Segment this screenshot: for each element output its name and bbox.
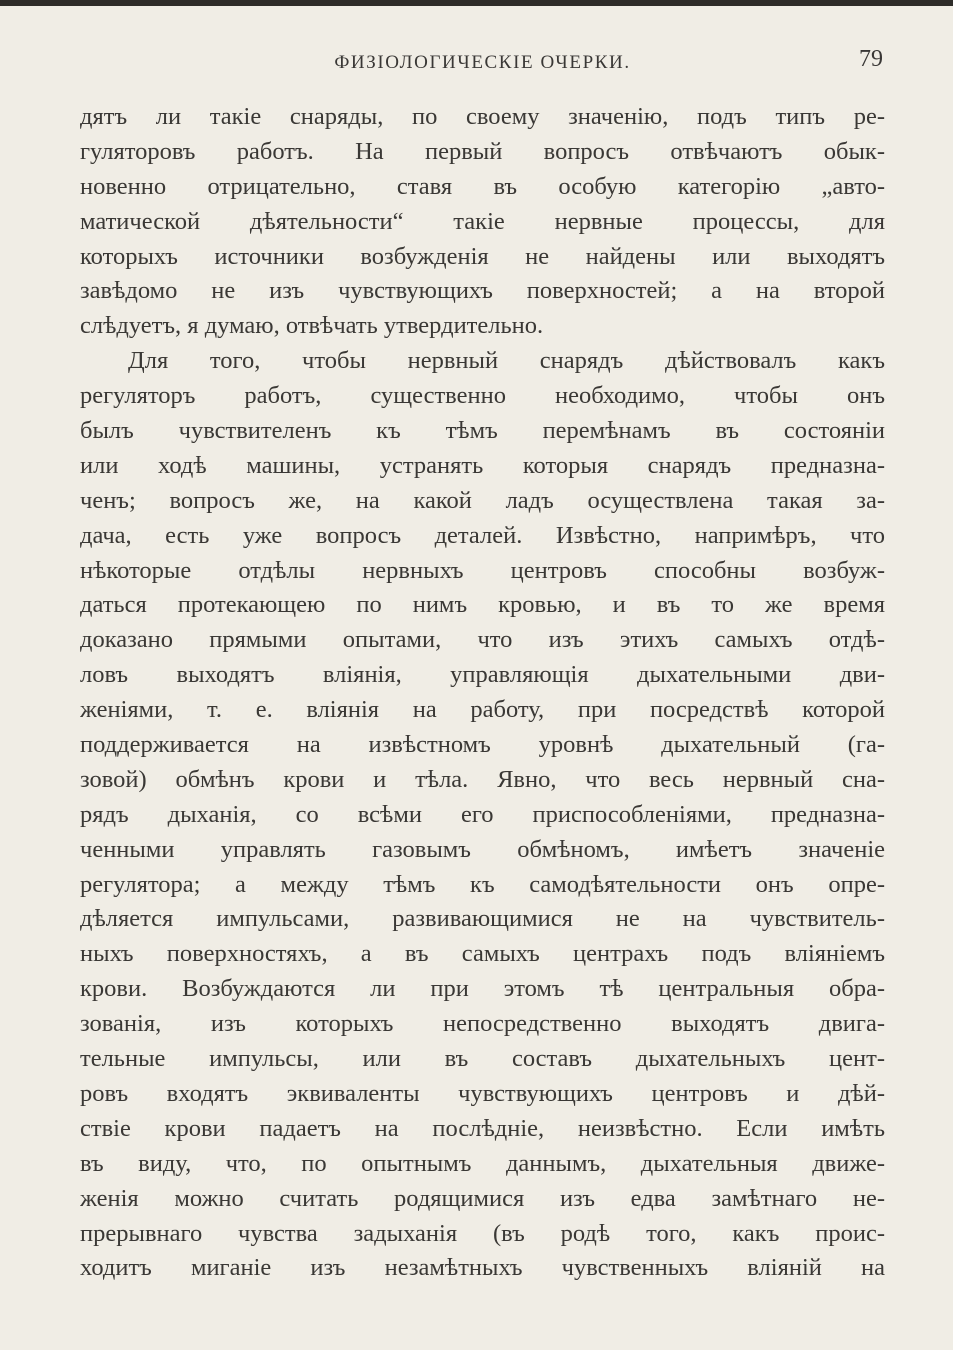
text-line: ловъ выходятъ влiянiя, управляющiя дыхательными дви-	[80, 661, 885, 689]
text-line: дѣляется импульсами, развивающимися не на чувствитель-	[80, 905, 885, 933]
text-line: которыхъ источники возбужденiя не найдены или выходятъ	[80, 242, 885, 270]
text-line: дача, есть уже вопросъ деталей. Извѣстно, напримѣръ, что	[80, 521, 885, 549]
running-title: ФИЗIОЛОГИЧЕСКIЕ ОЧЕРКИ.	[334, 52, 631, 73]
text-line: зовой) обмѣнъ крови и тѣла. Явно, что весь нервный сна-	[80, 765, 885, 793]
text-line: ровъ входятъ эквиваленты чувствующихъ центровъ и дѣй-	[80, 1079, 885, 1107]
text-line: доказано прямыми опытами, что изъ этихъ самыхъ отдѣ-	[80, 626, 885, 654]
text-line: ныхъ поверхностяхъ, а въ самыхъ центрахъ подъ влiянiемъ	[80, 940, 885, 968]
text-line: зованiя, изъ которыхъ непосредственно выходятъ двига-	[80, 1010, 885, 1038]
text-line: ченъ; вопросъ же, на какой ладъ осуществлена такая за-	[80, 486, 885, 514]
text-line: ходитъ миганiе изъ незамѣтныхъ чувственныхъ влiянiй на	[80, 1254, 885, 1282]
page-number: 79	[859, 46, 883, 72]
paragraph-2	[80, 344, 885, 1286]
text-line: въ виду, что, по опытнымъ даннымъ, дыхательныя движе-	[80, 1149, 885, 1177]
text-line: Для того, чтобы нервный снарядъ дѣйствовалъ какъ	[128, 347, 885, 375]
running-header	[80, 46, 885, 78]
paragraph-1	[80, 100, 885, 344]
text-line: нѣкоторые отдѣлы нервныхъ центровъ способны возбуж-	[80, 556, 885, 584]
text-line: даться протекающею по нимъ кровью, и въ то же время	[80, 591, 885, 619]
text-line: ствiе крови падаетъ на послѣднiе, неизвѣстно. Если имѣть	[80, 1114, 885, 1142]
text-line: матической дѣятельности“ такiе нервные процессы, для	[80, 207, 885, 235]
body-text	[80, 100, 885, 1286]
text-line: крови. Возбуждаются ли при этомъ тѣ центральныя обра-	[80, 975, 885, 1003]
text-line: тельные импульсы, или въ составъ дыхательныхъ цент-	[80, 1045, 885, 1073]
text-line: поддерживается на извѣстномъ уровнѣ дыхательный (га-	[80, 731, 885, 759]
top-edge-rule	[0, 0, 953, 6]
text-line: завѣдомо не изъ чувствующихъ поверхностей; а на второй	[80, 277, 885, 305]
text-line: прерывнаго чувства задыханiя (въ родѣ того, какъ проис-	[80, 1219, 885, 1247]
text-line: регуляторъ работъ, существенно необходимо, чтобы онъ	[80, 382, 885, 410]
text-line: былъ чувствителенъ къ тѣмъ перемѣнамъ въ состоянiи	[80, 417, 885, 445]
text-line: ченными управлять газовымъ обмѣномъ, имѣетъ значенiе	[80, 835, 885, 863]
text-line: новенно отрицательно, ставя въ особую категорiю „авто-	[80, 172, 885, 200]
text-line: регулятора; а между тѣмъ къ самодѣятельности онъ опре-	[80, 870, 885, 898]
text-line: или ходѣ машины, устранять которыя снарядъ предназна-	[80, 451, 885, 479]
text-line: дятъ ли такiе снаряды, по своему значенiю, подъ типъ ре-	[80, 103, 885, 130]
text-line: гуляторовъ работъ. На первый вопросъ отвѣчаютъ обык-	[80, 137, 885, 165]
text-line: женiя можно считать родящимися изъ едва замѣтнаго не-	[80, 1184, 885, 1212]
text-line: рядъ дыханiя, со всѣми его приспособленiями, предназна-	[80, 800, 885, 828]
text-line: слѣдуетъ, я думаю, отвѣчать утвердительно.	[80, 312, 544, 340]
text-line: женiями, т. е. влiянiя на работу, при посредствѣ которой	[80, 696, 885, 724]
